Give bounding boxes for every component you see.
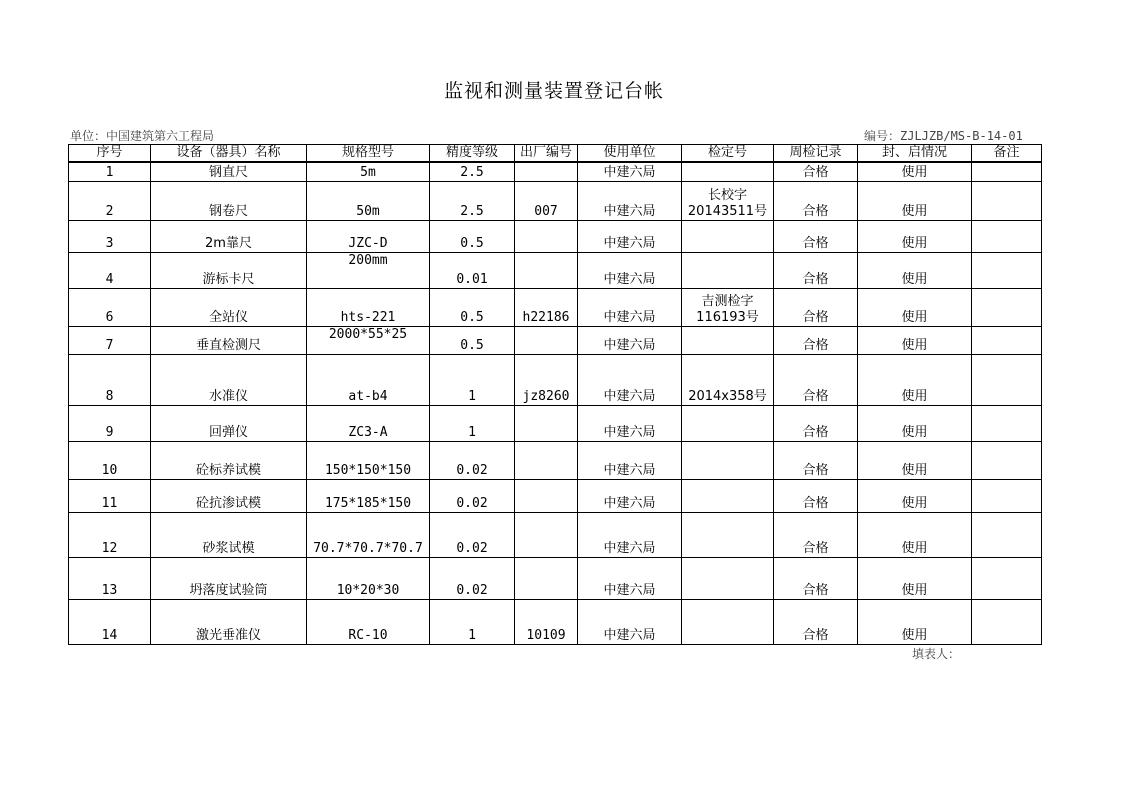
filler-label: 填表人： (912, 647, 961, 661)
cell-inspection: 合格 (774, 252, 858, 288)
cell-no: 12 (69, 512, 151, 557)
cell-cert (682, 441, 774, 479)
cell-no: 8 (69, 354, 151, 405)
cell-no: 1 (69, 162, 151, 181)
cell-cert (682, 599, 774, 644)
table-row (69, 599, 1042, 644)
cell-cert (682, 181, 774, 220)
cell-inspection: 合格 (774, 181, 858, 220)
cell-inspection: 合格 (774, 405, 858, 441)
cell-no: 4 (69, 252, 151, 288)
cell-name: 全站仪 (151, 288, 307, 326)
cell-cert-1: 长校字 (707, 187, 747, 203)
cell-inspection: 合格 (774, 512, 858, 557)
cell-user-unit: 中建六局 (578, 326, 682, 354)
column-header: 设备（器具）名称 (151, 145, 307, 163)
cell-no: 13 (69, 557, 151, 599)
cell-cert (682, 512, 774, 557)
table-row (69, 512, 1042, 557)
cell-serial (515, 162, 578, 181)
cell-accuracy: 1 (430, 599, 515, 644)
cell-status: 使用 (858, 354, 972, 405)
column-header: 使用单位 (578, 145, 682, 163)
cell-spec: 2000*55*25 (307, 326, 430, 354)
cell-inspection: 合格 (774, 479, 858, 512)
cell-cert (682, 479, 774, 512)
cell-remark (972, 162, 1042, 181)
cell-name: 水准仪 (151, 354, 307, 405)
cell-status: 使用 (858, 441, 972, 479)
cell-name: 砼抗渗试模 (151, 479, 307, 512)
cell-name: 回弹仪 (151, 405, 307, 441)
table-row (69, 181, 1042, 220)
table-row (69, 557, 1042, 599)
cell-remark (972, 181, 1042, 220)
cell-accuracy: 0.02 (430, 512, 515, 557)
table-row (69, 441, 1042, 479)
cell-accuracy: 2.5 (430, 181, 515, 220)
cell-inspection: 合格 (774, 162, 858, 181)
cell-accuracy: 0.02 (430, 479, 515, 512)
cell-accuracy: 2.5 (430, 162, 515, 181)
cell-remark (972, 326, 1042, 354)
cell-accuracy: 0.02 (430, 557, 515, 599)
cell-spec: 50m (307, 181, 430, 220)
column-header: 周检记录 (774, 145, 858, 163)
cell-spec: JZC-D (307, 220, 430, 252)
cell-status: 使用 (858, 599, 972, 644)
document-code: 编号：ZJLJZB/MS-B-14-01 (864, 129, 1023, 143)
ledger-table (68, 144, 1042, 645)
cell-inspection: 合格 (774, 599, 858, 644)
cell-status: 使用 (858, 479, 972, 512)
cell-status: 使用 (858, 326, 972, 354)
cell-remark (972, 512, 1042, 557)
table-row (69, 162, 1042, 181)
cell-accuracy: 0.5 (430, 326, 515, 354)
cell-inspection: 合格 (774, 220, 858, 252)
cell-remark (972, 405, 1042, 441)
cell-spec: at-b4 (307, 354, 430, 405)
cell-name: 2m靠尺 (151, 220, 307, 252)
cell-serial (515, 557, 578, 599)
cell-name: 砼标养试模 (151, 441, 307, 479)
cell-name: 砂浆试模 (151, 512, 307, 557)
cell-serial: 10109 (515, 599, 578, 644)
cell-no: 9 (69, 405, 151, 441)
cell-user-unit: 中建六局 (578, 512, 682, 557)
cell-user-unit: 中建六局 (578, 162, 682, 181)
cell-accuracy: 0.5 (430, 288, 515, 326)
cell-accuracy: 1 (430, 354, 515, 405)
cell-status: 使用 (858, 220, 972, 252)
cell-remark (972, 479, 1042, 512)
cell-remark (972, 557, 1042, 599)
cell-no: 2 (69, 181, 151, 220)
cell-name: 钢直尺 (151, 162, 307, 181)
cell-user-unit: 中建六局 (578, 557, 682, 599)
cell-no: 3 (69, 220, 151, 252)
table-row (69, 220, 1042, 252)
cell-cert-2: 20143511号 (687, 203, 768, 219)
cell-serial (515, 220, 578, 252)
cell-serial (515, 512, 578, 557)
cell-user-unit: 中建六局 (578, 479, 682, 512)
column-header: 序号 (69, 145, 151, 163)
cell-remark (972, 288, 1042, 326)
cell-name: 坍落度试验筒 (151, 557, 307, 599)
cell-spec: 200mm (307, 252, 430, 288)
column-header: 出厂编号 (515, 145, 578, 163)
cell-inspection: 合格 (774, 326, 858, 354)
cell-cert (682, 557, 774, 599)
cell-user-unit: 中建六局 (578, 181, 682, 220)
column-header: 封、启情况 (858, 145, 972, 163)
column-header: 精度等级 (430, 145, 515, 163)
cell-serial: h22186 (515, 288, 578, 326)
cell-spec: 175*185*150 (307, 479, 430, 512)
cell-status: 使用 (858, 162, 972, 181)
cell-spec: RC-10 (307, 599, 430, 644)
cell-inspection: 合格 (774, 354, 858, 405)
cell-no: 14 (69, 599, 151, 644)
cell-cert-1: 吉测检字 (701, 293, 754, 309)
cell-name: 激光垂准仪 (151, 599, 307, 644)
table-row (69, 354, 1042, 405)
cell-accuracy: 0.02 (430, 441, 515, 479)
cell-status: 使用 (858, 557, 972, 599)
cell-status: 使用 (858, 288, 972, 326)
cell-user-unit: 中建六局 (578, 354, 682, 405)
cell-user-unit: 中建六局 (578, 288, 682, 326)
cell-status: 使用 (858, 512, 972, 557)
table-row (69, 479, 1042, 512)
cell-serial (515, 252, 578, 288)
cell-cert (682, 220, 774, 252)
cell-serial (515, 441, 578, 479)
cell-remark (972, 599, 1042, 644)
column-header: 检定号 (682, 145, 774, 163)
cell-user-unit: 中建六局 (578, 599, 682, 644)
cell-cert (682, 405, 774, 441)
cell-spec: 10*20*30 (307, 557, 430, 599)
cell-spec: 150*150*150 (307, 441, 430, 479)
cell-user-unit: 中建六局 (578, 220, 682, 252)
column-header: 规格型号 (307, 145, 430, 163)
cell-cert (682, 252, 774, 288)
cell-no: 6 (69, 288, 151, 326)
header-row (69, 145, 1042, 163)
table-body (69, 162, 1042, 644)
cell-spec: 5m (307, 162, 430, 181)
cell-spec: hts-221 (307, 288, 430, 326)
cell-cert (682, 162, 774, 181)
page-title: 监视和测量装置登记台帐 (443, 80, 664, 102)
cell-status: 使用 (858, 252, 972, 288)
cell-cert (682, 354, 774, 405)
cell-status: 使用 (858, 181, 972, 220)
cell-name: 游标卡尺 (151, 252, 307, 288)
table-row (69, 326, 1042, 354)
column-header: 备注 (972, 145, 1042, 163)
cell-accuracy: 0.01 (430, 252, 515, 288)
cell-serial: jz8260 (515, 354, 578, 405)
cell-no: 7 (69, 326, 151, 354)
cell-no: 11 (69, 479, 151, 512)
cell-serial (515, 479, 578, 512)
cell-inspection: 合格 (774, 557, 858, 599)
cell-inspection: 合格 (774, 441, 858, 479)
cell-remark (972, 441, 1042, 479)
cell-serial (515, 405, 578, 441)
cell-serial (515, 326, 578, 354)
cell-cert (682, 326, 774, 354)
table-row (69, 405, 1042, 441)
cell-remark (972, 220, 1042, 252)
unit-label: 单位：中国建筑第六工程局 (70, 129, 215, 143)
cell-remark (972, 354, 1042, 405)
cell-cert (682, 288, 774, 326)
cell-inspection: 合格 (774, 288, 858, 326)
cell-user-unit: 中建六局 (578, 252, 682, 288)
cell-user-unit: 中建六局 (578, 441, 682, 479)
cell-status: 使用 (858, 405, 972, 441)
cell-spec: 70.7*70.7*70.7 (307, 512, 430, 557)
cell-spec: ZC3-A (307, 405, 430, 441)
table-row (69, 252, 1042, 288)
cell-name: 垂直检测尺 (151, 326, 307, 354)
cell-user-unit: 中建六局 (578, 405, 682, 441)
cell-remark (972, 252, 1042, 288)
cell-accuracy: 1 (430, 405, 515, 441)
table-row (69, 288, 1042, 326)
cell-serial: 007 (515, 181, 578, 220)
cell-accuracy: 0.5 (430, 220, 515, 252)
cell-no: 10 (69, 441, 151, 479)
cell-name: 钢卷尺 (151, 181, 307, 220)
cell-cert-2: 116193号 (696, 309, 759, 325)
cell-cert-2: 2014x358号 (688, 388, 767, 404)
